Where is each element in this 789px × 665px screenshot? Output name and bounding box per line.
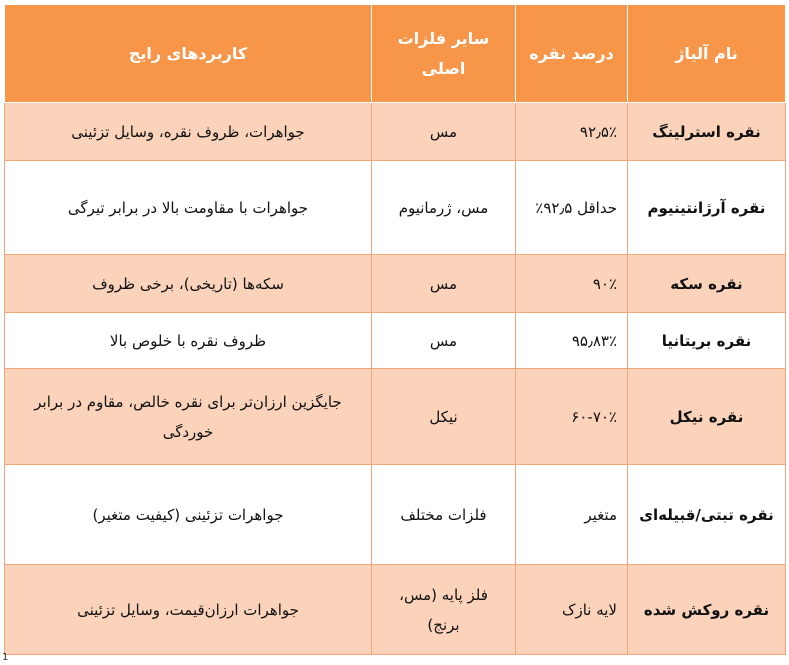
silver-percent: ۶۰-۷۰٪ [516,369,628,465]
silver-percent: ۹۵٫۸۳٪ [516,313,628,369]
common-uses: جایگزین ارزان‌تر برای نقره خالص، مقاوم در برابر خوردگی [5,369,372,465]
header-common-uses: کاربردهای رایج [5,5,372,103]
table-row [5,313,786,369]
alloy-name: نقره تبتی/قبیله‌ای [628,465,786,565]
other-metals: نیکل [372,369,516,465]
silver-percent: حداقل ۹۲٫۵٪ [516,161,628,255]
silver-percent: ۹۲٫۵٪ [516,103,628,161]
other-metals: فلز پایه (مس، برنج) [372,565,516,655]
common-uses: جواهرات با مقاومت بالا در برابر تیرگی [5,161,372,255]
table-row [5,255,786,313]
common-uses: جواهرات، ظروف نقره، وسایل تزئینی [5,103,372,161]
alloy-name: نقره بریتانیا [628,313,786,369]
silver-percent: ۹۰٪ [516,255,628,313]
table-row [5,161,786,255]
table-row [5,369,786,465]
silver-percent: متغیر [516,465,628,565]
header-alloy-name: نام آلیاژ [628,5,786,103]
alloy-name: نقره آرژانتینیوم [628,161,786,255]
other-metals: فلزات مختلف [372,465,516,565]
alloy-name: نقره نیکل [628,369,786,465]
other-metals: مس [372,313,516,369]
header-row [5,5,786,103]
other-metals: مس، ژرمانیوم [372,161,516,255]
alloy-name: نقره استرلینگ [628,103,786,161]
header-silver-percent: درصد نقره [516,5,628,103]
silver-alloys-table [4,4,786,655]
table-row [5,103,786,161]
header-other-metals: سایر فلزات اصلی [372,5,516,103]
table-row [5,565,786,655]
common-uses: ظروف نقره با خلوص بالا [5,313,372,369]
other-metals: مس [372,255,516,313]
common-uses: جواهرات ارزان‌قیمت، وسایل تزئینی [5,565,372,655]
common-uses: جواهرات تزئینی (کیفیت متغیر) [5,465,372,565]
table-row [5,465,786,565]
alloy-name: نقره روکش شده [628,565,786,655]
common-uses: سکه‌ها (تاریخی)، برخی ظروف [5,255,372,313]
footnote-marker: 1 [2,652,9,663]
alloy-name: نقره سکه [628,255,786,313]
other-metals: مس [372,103,516,161]
silver-percent: لایه نازک [516,565,628,655]
